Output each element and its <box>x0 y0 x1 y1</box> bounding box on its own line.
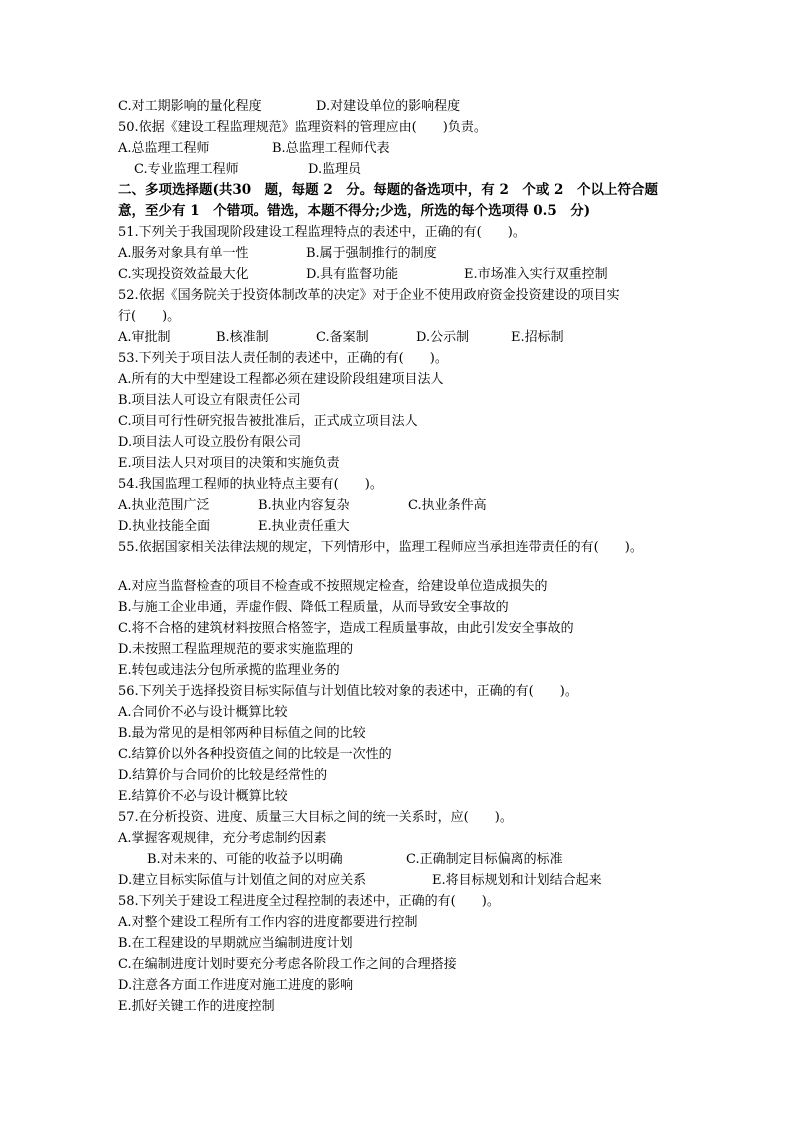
option-c: C.实现投资效益最大化 <box>118 267 249 282</box>
question-stem-cont: 行( )。 <box>118 309 181 324</box>
option-e: E.市场准入实行双重控制 <box>464 267 608 282</box>
q50-options-cd <box>118 159 718 180</box>
option-b: B.最为常见的是相邻两种目标值之间的比较 <box>118 726 366 741</box>
option-c: C.专业监理工程师 <box>134 162 239 177</box>
option-b: B.属于强制推行的制度 <box>306 246 437 261</box>
q54-options-abc <box>118 495 718 516</box>
option-c: C.结算价以外各种投资值之间的比较是一次性的 <box>118 747 392 762</box>
question-stem: 56.下列关于选择投资目标实际值与计划值比较对象的表述中，正确的有( )。 <box>118 684 578 699</box>
option-e: E.招标制 <box>511 330 564 345</box>
option-c: C.在编制进度计划时要充分考虑各阶段工作之间的合理搭接 <box>118 957 457 972</box>
option-e: E.执业责任重大 <box>258 519 350 534</box>
option-e: E.转包或违法分包所承揽的监理业务的 <box>118 663 340 678</box>
option-d: D.建立目标实际值与计划值之间的对应关系 <box>118 873 367 888</box>
option-a: A.合同价不必与设计概算比较 <box>118 705 288 720</box>
option-b: B.与施工企业串通，弄虚作假、降低工程质量，从而导致安全事故的 <box>118 600 509 615</box>
q50-options-ab <box>118 138 718 159</box>
option-a: A.所有的大中型建设工程都必须在建设阶段组建项目法人 <box>118 372 444 387</box>
option-a: A.审批制 <box>118 330 171 345</box>
option-b: B.对未来的、可能的收益予以明确 <box>147 852 343 867</box>
question-stem: 54.我国监理工程师的执业特点主要有( )。 <box>118 477 383 492</box>
section-heading: 二、多项选择题(共30 题，每题 2 分。每题的备选项中，有 2 个或 2 个以上符合题 <box>118 182 658 198</box>
question-stem: 50.依据《建设工程监理规范》监理资料的管理应由( )负责。 <box>118 120 487 135</box>
option-b: B.总监理工程师代表 <box>272 141 390 156</box>
option-a: A.服务对象具有单一性 <box>118 246 249 261</box>
option-a: A.对整个建设工程所有工作内容的进度都要进行控制 <box>118 915 418 930</box>
option-d: D.未按照工程监理规范的要求实施监理的 <box>118 642 354 657</box>
option-e: E.结算价不必与设计概算比较 <box>118 789 288 804</box>
option-e: E.抓好关键工作的进度控制 <box>118 999 275 1014</box>
blank-line <box>118 558 718 576</box>
question-stem: 55.依据国家相关法律法规的规定，下列情形中，监理工程师应当承担连带责任的有( )。 <box>118 540 643 555</box>
option-a: A.掌握客观规律，充分考虑制约因素 <box>118 831 327 846</box>
section-heading-cont: 意，至少有 1 个错项。错选，本题不得分;少选，所选的每个选项得 0.5 分) <box>118 203 591 219</box>
option-a: A.对应当监督检查的项目不检查或不按照规定检查，给建设单位造成损失的 <box>118 579 548 594</box>
q57-options-de <box>118 870 718 891</box>
exam-page <box>118 96 718 1017</box>
question-stem: 57.在分析投资、进度、质量三大目标之间的统一关系时，应( )。 <box>118 810 513 825</box>
question-stem: 52.依据《国务院关于投资体制改革的决定》对于企业不使用政府资金投资建设的项目实 <box>118 288 620 303</box>
option-c: C.正确制定目标偏离的标准 <box>406 852 563 867</box>
option-a: A.执业范围广泛 <box>118 498 210 513</box>
option-a: A.总监理工程师 <box>118 141 210 156</box>
option-d: D.监理员 <box>308 162 362 177</box>
option-b: B.核准制 <box>216 330 269 345</box>
option-d: D.公示制 <box>416 330 470 345</box>
q51-options-ab <box>118 243 718 264</box>
q52-options <box>118 327 718 348</box>
option-b: B.在工程建设的早期就应当编制进度计划 <box>118 936 353 951</box>
question-stem: 58.下列关于建设工程进度全过程控制的表述中，正确的有( )。 <box>118 894 500 909</box>
option-c: C.备案制 <box>316 330 369 345</box>
option-d: D.结算价与合同价的比较是经常性的 <box>118 768 328 783</box>
option-e: E.将目标规划和计划结合起来 <box>432 873 602 888</box>
option-c: C.对工期影响的量化程度 <box>118 99 262 114</box>
option-b: B.项目法人可设立有限责任公司 <box>118 393 301 408</box>
option-c: C.项目可行性研究报告被批准后，正式成立项目法人 <box>118 414 418 429</box>
option-b: B.执业内容复杂 <box>258 498 350 513</box>
option-d: D.执业技能全面 <box>118 519 211 534</box>
option-d: D.对建设单位的影响程度 <box>316 99 461 114</box>
q49-options-cd <box>118 96 718 117</box>
option-c: C.将不合格的建筑材料按照合格签字，造成工程质量事故，由此引发安全事故的 <box>118 621 574 636</box>
option-d: D.项目法人可设立股份有限公司 <box>118 435 302 450</box>
q54-options-de <box>118 516 718 537</box>
option-c: C.执业条件高 <box>408 498 487 513</box>
question-stem: 53.下列关于项目法人责任制的表述中，正确的有( )。 <box>118 351 448 366</box>
option-d: D.注意各方面工作进度对施工进度的影响 <box>118 978 354 993</box>
q51-options-cde <box>118 264 718 285</box>
q57-options-bc <box>118 849 718 870</box>
option-e: E.项目法人只对项目的决策和实施负责 <box>118 456 340 471</box>
option-d: D.具有监督功能 <box>306 267 399 282</box>
question-stem: 51.下列关于我国现阶段建设工程监理特点的表述中，正确的有( )。 <box>118 225 526 240</box>
